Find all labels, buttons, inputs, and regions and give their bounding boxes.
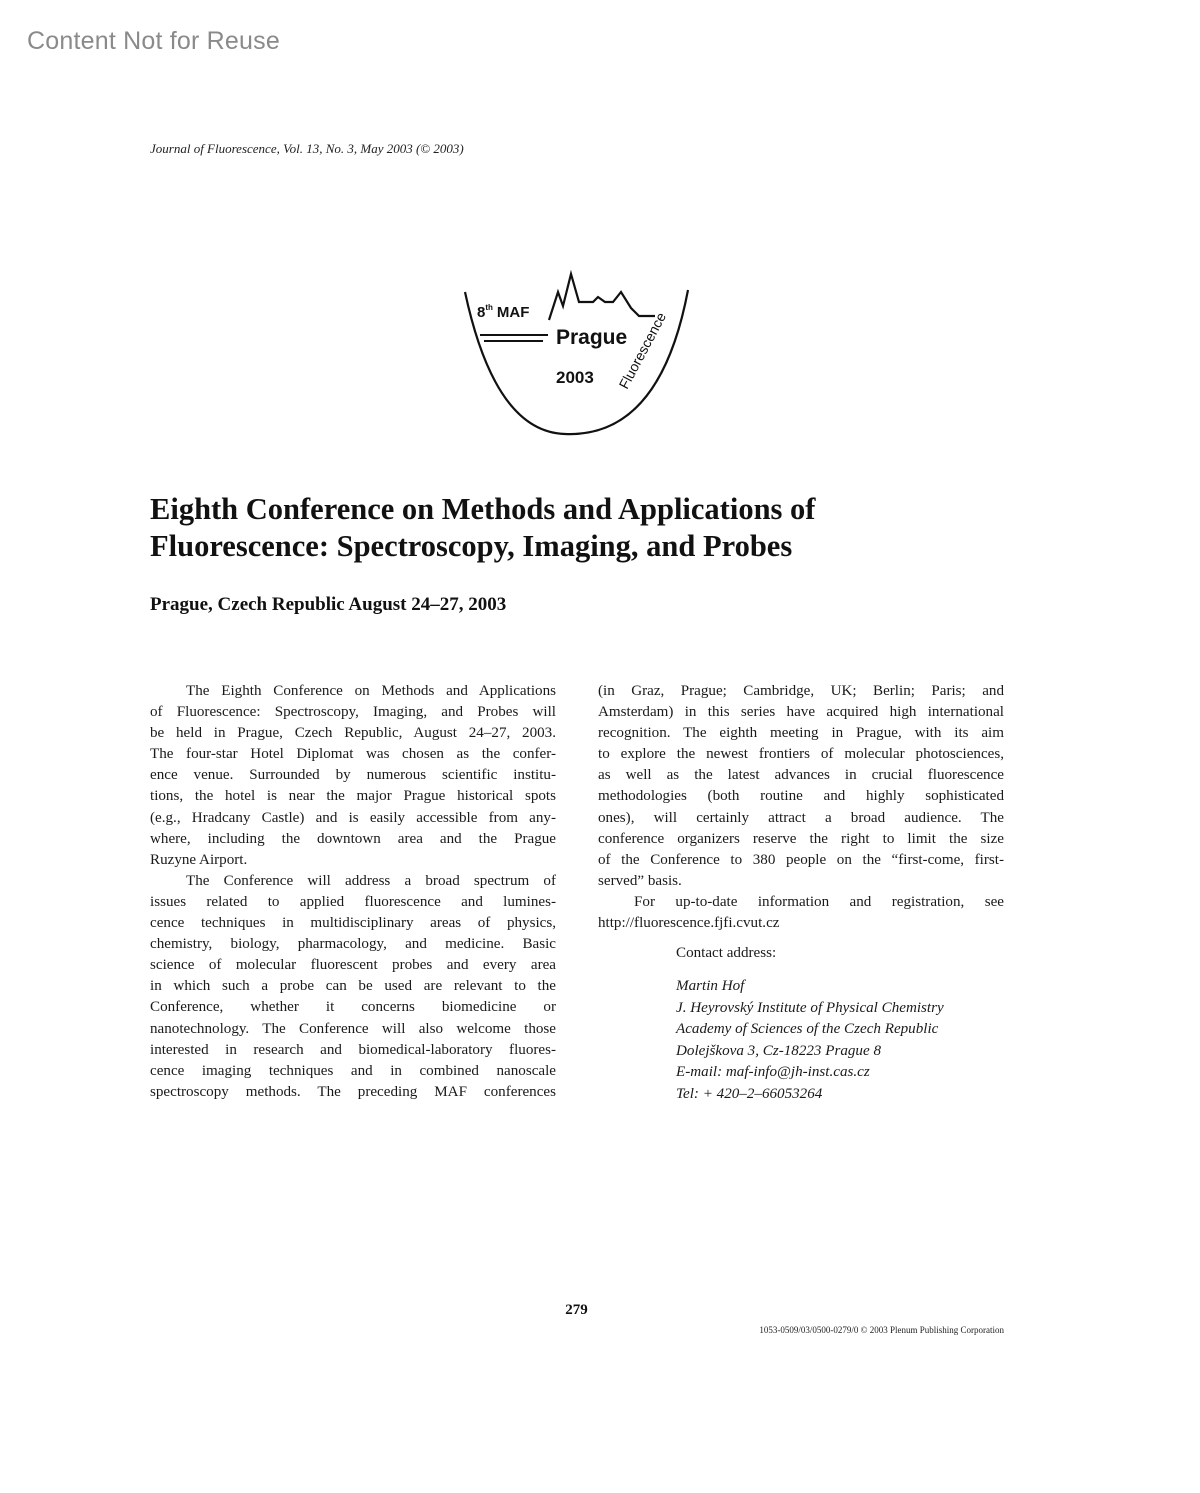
registration-url[interactable]: http://fluorescence.fjfi.cvut.cz — [598, 915, 780, 932]
text-line: The Eighth Conference on Methods and Applications — [186, 683, 556, 699]
logo-ordinal: 8 — [477, 304, 486, 321]
text-line: served” basis. — [598, 872, 682, 889]
logo-spectrum-line — [549, 274, 655, 320]
text-line: be held in Prague, Czech Republic, August 24–27, 2003. — [150, 725, 556, 742]
text-line: nanotechnology. The Conference will also welcome those — [150, 1020, 556, 1037]
contact-street: Dolejškova 3, Cz-18223 Prague 8 — [676, 1042, 881, 1059]
left-column — [150, 681, 556, 1103]
svg-text:8thMAF — [477, 303, 529, 321]
text-line: (in Graz, Prague; Cambridge, UK; Berlin; Paris; and — [598, 683, 1004, 699]
conference-location-date: Prague, Czech Republic August 24–27, 2003 — [150, 594, 507, 615]
text-line: tions, the hotel is near the major Prague historical spots — [150, 788, 556, 805]
copyright-line: 1053-0509/03/0500-0279/0 © 2003 Plenum Publishing Corporation — [759, 1325, 1004, 1335]
text-line: Conference, whether it concerns biomedicine or — [150, 999, 556, 1016]
text-line: ence venue. Surrounded by numerous scientific institu- — [150, 767, 556, 784]
contact-heading: Contact address: — [676, 945, 777, 961]
watermark-text: Content Not for Reuse — [27, 27, 280, 55]
conference-logo — [455, 262, 705, 444]
text-line: where, including the downtown area and the Prague — [150, 830, 556, 847]
right-column — [598, 681, 1004, 934]
text-line: interested in research and biomedical-laboratory fluores- — [150, 1041, 556, 1058]
text-line: issues related to applied fluorescence and lumines- — [150, 893, 556, 910]
contact-address — [676, 976, 944, 1106]
text-line: of Fluorescence: Spectroscopy, Imaging, and Probes will — [150, 704, 556, 721]
text-line: conference organizers reserve the right to limit the size — [598, 830, 1004, 847]
text-line: ones), will certainly attract a broad audience. The — [598, 809, 1004, 826]
text-line: chemistry, biology, pharmacology, and medicine. Basic — [150, 936, 556, 953]
contact-email[interactable]: E-mail: maf-info@jh-inst.cas.cz — [676, 1064, 870, 1081]
text-line: The Conference will address a broad spectrum of — [186, 872, 556, 889]
text-line: Amsterdam) in this series have acquired high international — [598, 704, 1004, 721]
contact-phone: Tel: + 420–2–66053264 — [676, 1085, 823, 1102]
text-line: to explore the newest frontiers of molecular photosciences, — [598, 746, 1004, 763]
text-line: spectroscopy methods. The preceding MAF conferences — [150, 1083, 556, 1100]
title-line-1: Eighth Conference on Methods and Applications of — [150, 492, 816, 526]
text-line: recognition. The eighth meeting in Prague, with its aim — [598, 725, 1004, 742]
page-number: 279 — [565, 1302, 588, 1318]
text-line: in which such a probe can be used are relevant to the — [150, 978, 556, 995]
contact-academy: Academy of Sciences of the Czech Republic — [676, 1021, 939, 1038]
logo-acronym: MAF — [496, 304, 530, 321]
text-line: The four-star Hotel Diplomat was chosen as the confer- — [150, 746, 556, 763]
logo-ordinal-suffix: th — [485, 303, 493, 312]
logo-arc-word: Fluorescence — [615, 309, 670, 392]
text-line: For up-to-date information and registration, see — [634, 893, 1004, 910]
text-line: (e.g., Hradcany Castle) and is easily accessible from any- — [150, 809, 556, 826]
text-line: of the Conference to 380 people on the “first-come, first- — [598, 851, 1004, 868]
title-line-2: Fluorescence: Spectroscopy, Imaging, and Probes — [150, 529, 793, 563]
article-title — [150, 491, 1010, 565]
logo-city: Prague — [556, 326, 628, 349]
journal-citation: Journal of Fluorescence, Vol. 13, No. 3, May 2003 (© 2003) — [150, 141, 464, 156]
text-line: cence imaging techniques and in combined nanoscale — [150, 1062, 556, 1079]
text-line: methodologies (both routine and highly sophisticated — [598, 788, 1004, 805]
text-line: cence techniques in multidisciplinary areas of physics, — [150, 915, 556, 932]
logo-year: 2003 — [556, 368, 594, 387]
text-line: science of molecular fluorescent probes and every area — [150, 957, 556, 974]
contact-name: Martin Hof — [676, 978, 745, 994]
text-line: as well as the latest advances in crucial fluorescence — [598, 767, 1004, 784]
text-line: Ruzyne Airport. — [150, 851, 248, 868]
contact-institute: J. Heyrovský Institute of Physical Chemistry — [676, 999, 944, 1016]
